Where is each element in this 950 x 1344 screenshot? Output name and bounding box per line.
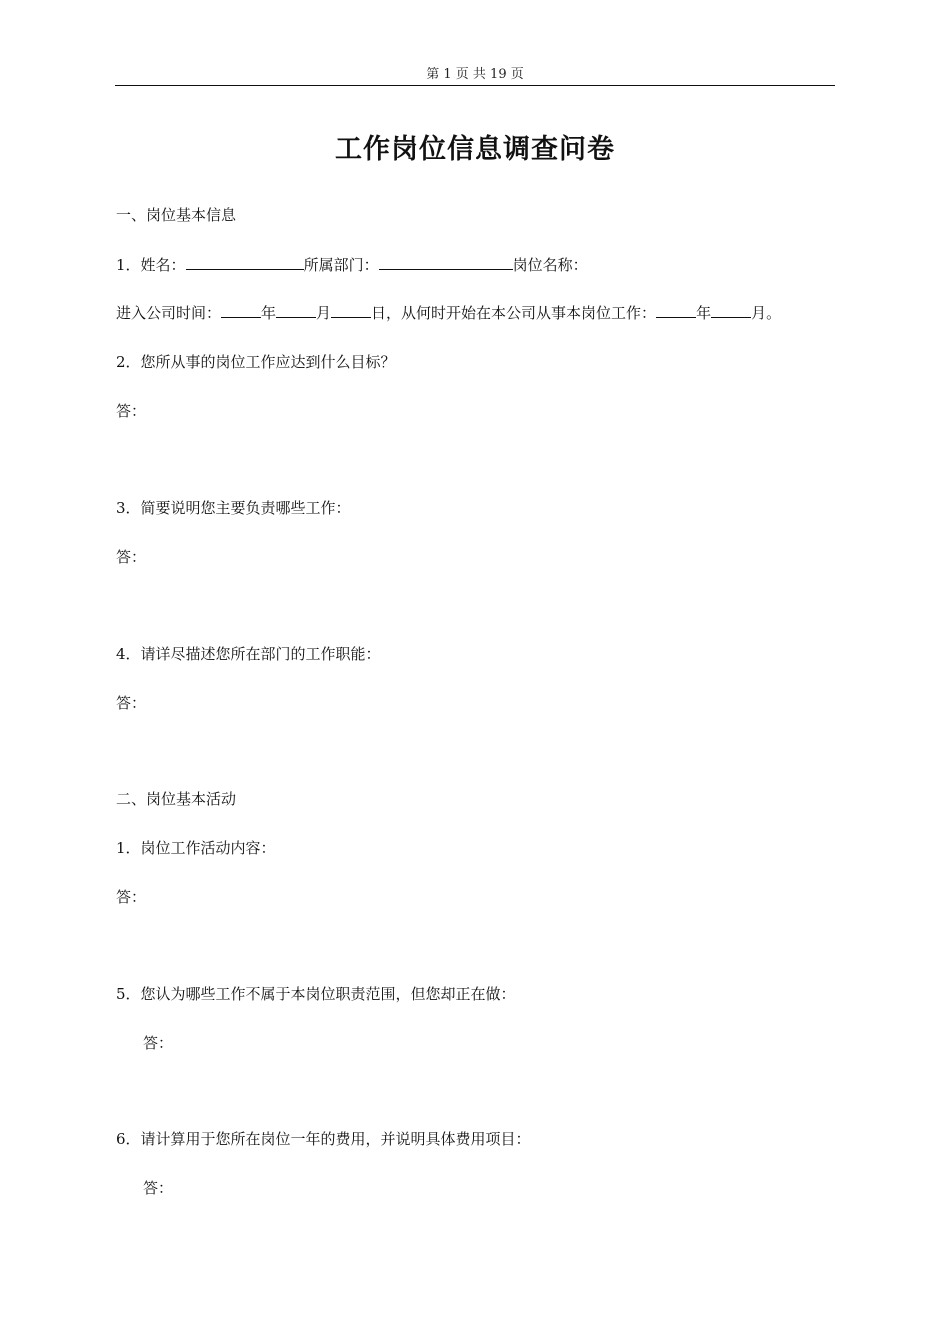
entry-month-label: 月 <box>316 304 332 322</box>
s2-q1-text: 1．岗位工作活动内容： <box>116 839 276 857</box>
q3-answer-label: 答： <box>116 548 147 566</box>
q5-text: 5．您认为哪些工作不属于本岗位职责范围，但您却正在做： <box>116 985 516 1003</box>
dept-label: 所属部门： <box>303 256 379 274</box>
entry-day-label: 日，从何时开始在本公司从事本岗位工作： <box>371 304 657 322</box>
q2-text: 2．您所从事的岗位工作应达到什么目标？ <box>116 353 396 371</box>
s2-q1-answer-label: 答： <box>116 888 147 906</box>
name-field[interactable] <box>186 254 304 270</box>
entry-label: 进入公司时间： <box>116 304 222 322</box>
q6-answer-label: 答： <box>143 1179 174 1197</box>
q2-answer-label: 答： <box>116 402 147 420</box>
q1-row <box>116 254 588 276</box>
entry-row <box>116 302 781 324</box>
start-year-label: 年 <box>696 304 712 322</box>
page-indicator: 第 1 页 共 19 页 <box>426 67 524 82</box>
name-label: 姓名： <box>140 256 186 274</box>
section1-heading: 一、岗位基本信息 <box>116 206 237 224</box>
start-year-field[interactable] <box>656 302 696 318</box>
entry-month-field[interactable] <box>276 302 316 318</box>
entry-year-field[interactable] <box>221 302 261 318</box>
position-label: 岗位名称： <box>512 256 588 274</box>
q5-answer-label: 答： <box>143 1034 174 1052</box>
q4-text: 4．请详尽描述您所在部门的工作职能： <box>116 645 381 663</box>
q3-text: 3．简要说明您主要负责哪些工作： <box>116 499 351 517</box>
section2-heading: 二、岗位基本活动 <box>116 790 237 808</box>
dept-field[interactable] <box>379 254 513 270</box>
header-rule <box>115 85 835 86</box>
q4-answer-label: 答： <box>116 694 147 712</box>
document-title: 工作岗位信息调查问卷 <box>335 134 615 165</box>
q6-text: 6．请计算用于您所在岗位一年的费用，并说明具体费用项目： <box>116 1130 531 1148</box>
entry-day-field[interactable] <box>331 302 371 318</box>
start-month-label: 月。 <box>751 304 782 322</box>
start-month-field[interactable] <box>711 302 751 318</box>
q1-number: 1． <box>116 256 141 274</box>
entry-year-label: 年 <box>261 304 277 322</box>
